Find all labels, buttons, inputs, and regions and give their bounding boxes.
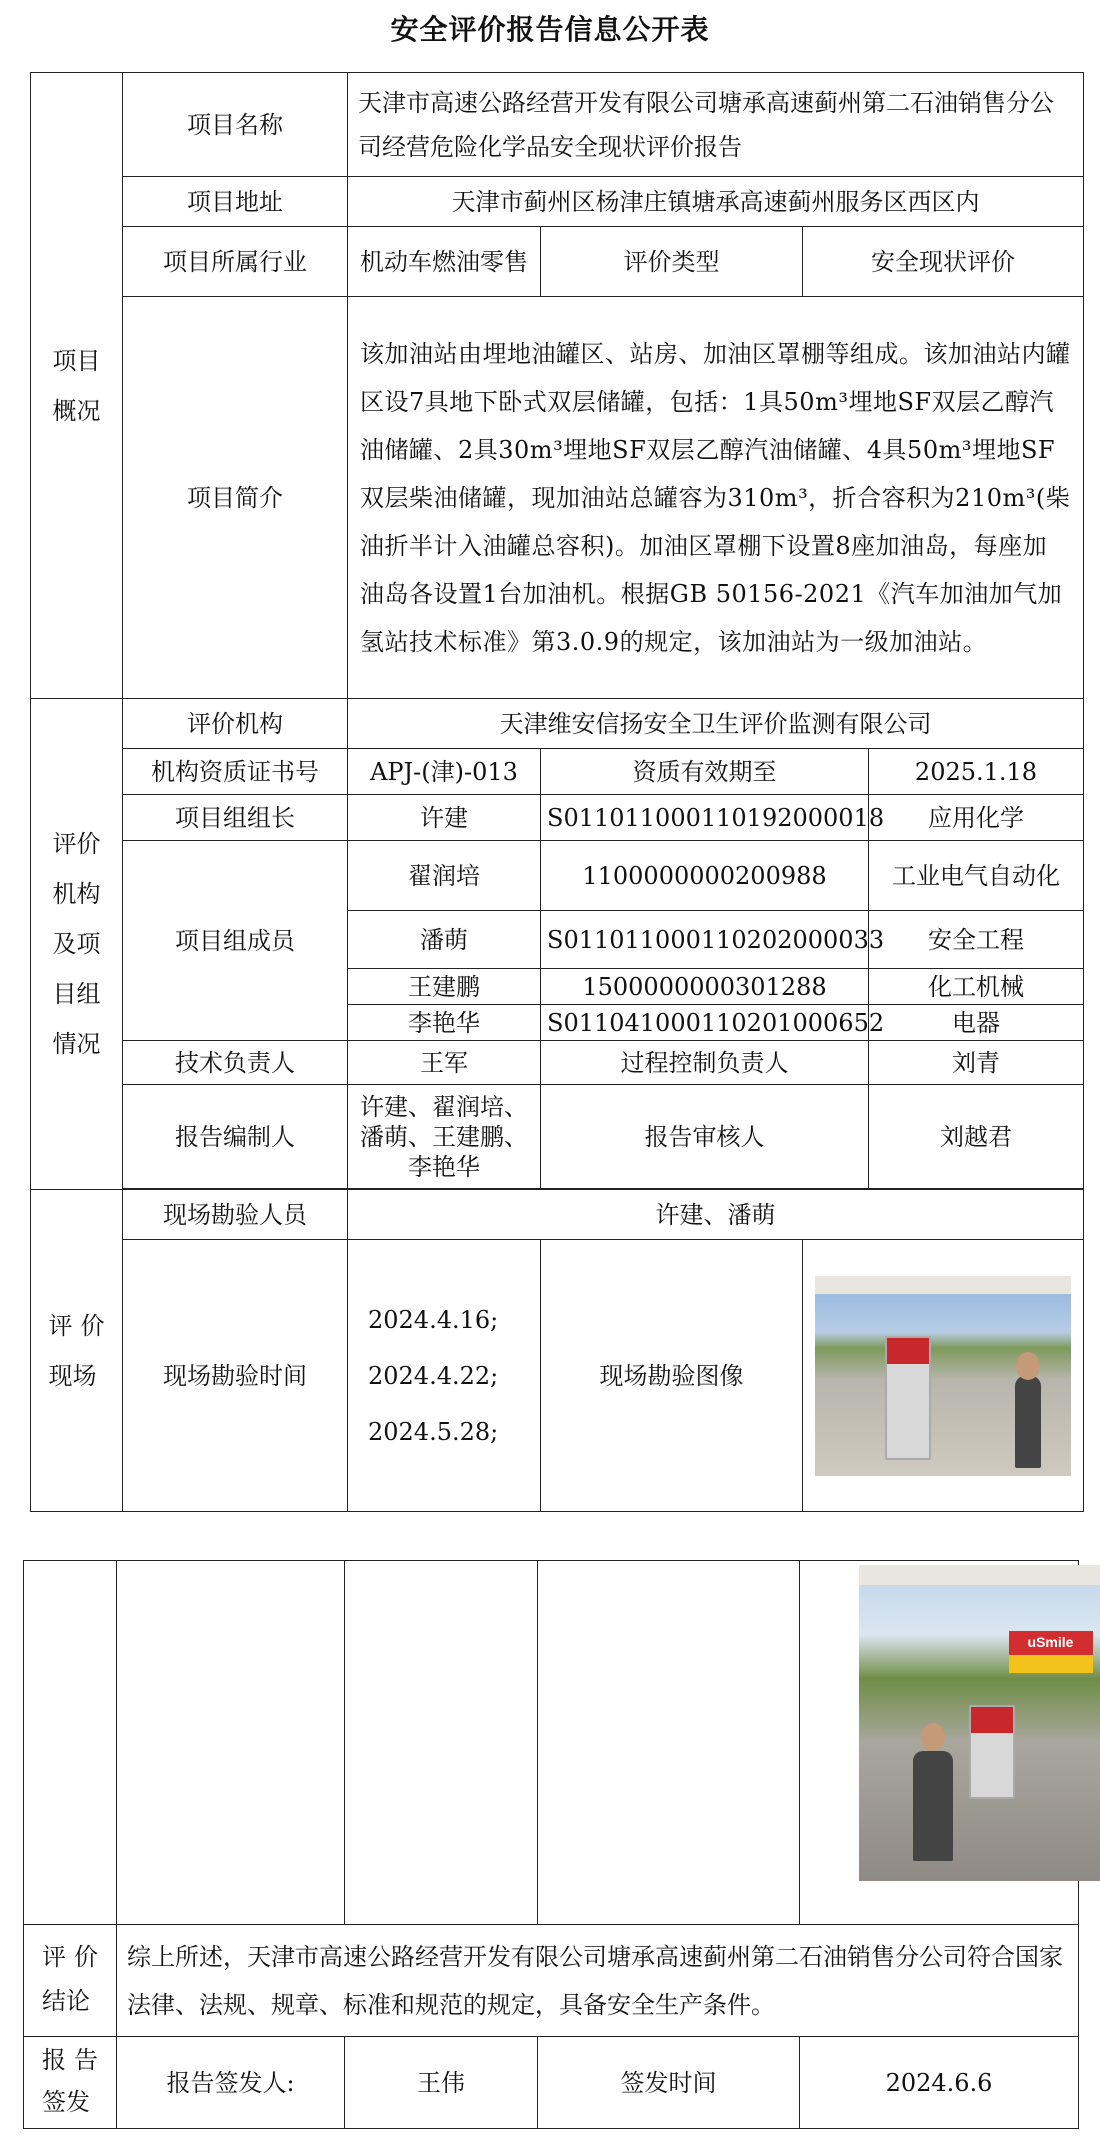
org-label: 评价机构	[123, 699, 348, 749]
blank-cell	[538, 1561, 800, 1925]
blank-cell	[117, 1561, 345, 1925]
member-id: 1500000000301288	[541, 969, 869, 1005]
site-photo-cell	[803, 1240, 1084, 1512]
issuer-label: 报告签发人:	[117, 2037, 345, 2129]
industry-label: 项目所属行业	[123, 227, 348, 297]
project-address-label: 项目地址	[123, 177, 348, 227]
process-value: 刘青	[869, 1041, 1084, 1085]
member-name: 李艳华	[348, 1005, 541, 1041]
compiler-value: 许建、翟润培、潘萌、王建鹏、李艳华	[348, 1085, 541, 1189]
reviewer-label: 报告审核人	[541, 1085, 869, 1189]
canopy-shape	[815, 1276, 1071, 1294]
site-date: 2024.5.28;	[368, 1417, 499, 1446]
compiler-label: 报告编制人	[123, 1085, 348, 1189]
valid-value: 2025.1.18	[869, 749, 1084, 795]
station-sign-band	[1009, 1655, 1093, 1673]
project-address-value: 天津市蓟州区杨津庄镇塘承高速蓟州服务区西区内	[348, 177, 1084, 227]
project-name-value: 天津市高速公路经营开发有限公司塘承高速蓟州第二石油销售分公司经营危险化学品安全现状评价报告	[348, 73, 1084, 177]
members-label: 项目组成员	[123, 841, 348, 1041]
process-label: 过程控制负责人	[541, 1041, 869, 1085]
site-time-label: 现场勘验时间	[123, 1240, 348, 1512]
inspector-head	[1016, 1352, 1040, 1380]
member-name: 王建鹏	[348, 969, 541, 1005]
member-id: 1100000000200988	[541, 841, 869, 911]
conclusion-label: 评价结论	[24, 1925, 117, 2037]
site-date: 2024.4.22;	[368, 1361, 499, 1390]
reviewer-value: 刘越君	[869, 1085, 1084, 1189]
member-id: S011011000110202000033	[541, 911, 869, 969]
member-major: 化工机械	[869, 969, 1084, 1005]
inspector-head	[921, 1723, 945, 1751]
page-title: 安全评价报告信息公开表	[390, 13, 710, 46]
intro-label: 项目简介	[123, 297, 348, 699]
member-name: 潘萌	[348, 911, 541, 969]
org-value: 天津维安信扬安全卫生评价监测有限公司	[348, 699, 1084, 749]
leader-id: S011011000110192000018	[541, 795, 869, 841]
project-name-label: 项目名称	[123, 73, 348, 177]
blank-cell	[345, 1561, 538, 1925]
blank-cell	[24, 1561, 117, 1925]
section-agency: 评价机构及项目组情况	[31, 699, 123, 1190]
site-photo-2	[859, 1565, 1100, 1881]
eval-type-value: 安全现状评价	[803, 227, 1084, 297]
issuer-value: 王伟	[345, 2037, 538, 2129]
member-id: S011041000110201000652	[541, 1005, 869, 1041]
member-name: 翟润培	[348, 841, 541, 911]
section-site: 评价现场	[31, 1190, 123, 1512]
blank-cell	[800, 1561, 853, 1925]
cert-label: 机构资质证书号	[123, 749, 348, 795]
issue-time-label: 签发时间	[538, 2037, 800, 2129]
tech-label: 技术负责人	[123, 1041, 348, 1085]
report-info-table	[30, 72, 1084, 1512]
station-sign: uSmile	[1009, 1631, 1093, 1655]
issue-time-value: 2024.6.6	[800, 2037, 1079, 2129]
member-major: 工业电气自动化	[869, 841, 1084, 911]
industry-value: 机动车燃油零售	[348, 227, 541, 297]
fuel-pump-shape	[885, 1336, 931, 1460]
fuel-pump-shape	[969, 1705, 1015, 1799]
leader-label: 项目组组长	[123, 795, 348, 841]
intro-value: 该加油站由埋地油罐区、站房、加油区罩棚等组成。该加油站内罐区设7具地下卧式双层储罐，包括：1具50m³埋地SF双层乙醇汽油储罐、2具30m³埋地SF双层乙醇汽油储罐、4具50m³埋地SF双层柴油储罐，现加油站总罐容为310m³，折合容积为210m³(柴油折半计入油罐总容积)。加油区罩棚下设置8座加油岛，每座加油岛各设置1台加油机。根据GB 50156-2021《汽车加油加气加氢站技术标准》第3.0.9的规定，该加油站为一级加油站。	[348, 297, 1084, 699]
report-info-table-continued	[23, 1560, 1079, 2129]
eval-type-label: 评价类型	[541, 227, 803, 297]
site-staff-value: 许建、潘萌	[348, 1190, 1084, 1240]
site-photo-cell	[853, 1561, 1079, 1925]
cert-value: APJ-(津)-013	[348, 749, 541, 795]
site-date: 2024.4.16;	[368, 1305, 499, 1334]
section-overview: 项目概况	[31, 73, 123, 699]
leader-name: 许建	[348, 795, 541, 841]
member-major: 安全工程	[869, 911, 1084, 969]
valid-label: 资质有效期至	[541, 749, 869, 795]
inspector-figure	[1015, 1376, 1041, 1468]
tech-value: 王军	[348, 1041, 541, 1085]
conclusion-text: 综上所述，天津市高速公路经营开发有限公司塘承高速蓟州第二石油销售分公司符合国家法律、法规、规章、标准和规范的规定，具备安全生产条件。	[117, 1925, 1079, 2037]
site-image-label: 现场勘验图像	[541, 1240, 803, 1512]
member-major: 电器	[869, 1005, 1084, 1041]
site-dates	[348, 1240, 541, 1512]
site-photo-1	[815, 1276, 1071, 1476]
canopy-shape	[859, 1565, 1100, 1585]
leader-major: 应用化学	[869, 795, 1084, 841]
site-staff-label: 现场勘验人员	[123, 1190, 348, 1240]
issue-label: 报告签发	[24, 2037, 117, 2129]
inspector-figure	[913, 1751, 953, 1861]
